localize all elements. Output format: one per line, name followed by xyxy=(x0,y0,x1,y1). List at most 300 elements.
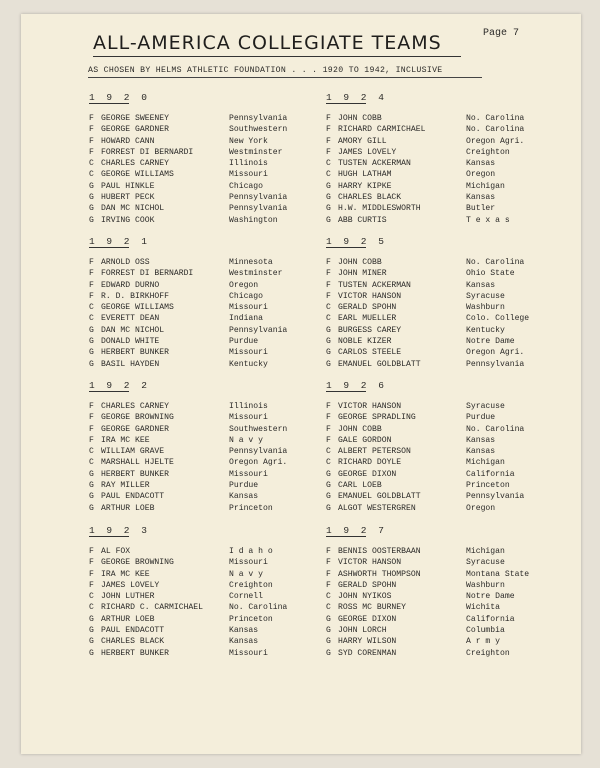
year-section xyxy=(89,235,319,370)
player-school: Purdue xyxy=(466,413,496,423)
player-name: FORREST DI BERNARDI xyxy=(101,147,194,157)
player-name: GEORGE DIXON xyxy=(338,469,397,479)
player-name: R. D. BIRKHOFF xyxy=(101,291,169,301)
player-position: F xyxy=(326,435,331,445)
player-name: PAUL ENDACOTT xyxy=(101,492,165,502)
player-position: G xyxy=(326,614,331,624)
player-position: G xyxy=(326,481,331,491)
player-list xyxy=(89,257,319,370)
player-school: Pennsylvania xyxy=(229,325,288,335)
player-name: BURGESS CAREY xyxy=(338,325,402,335)
player-school: Michigan xyxy=(466,458,505,468)
player-school: Washburn xyxy=(466,580,505,590)
player-name: HARRY WILSON xyxy=(338,637,397,647)
player-row xyxy=(89,336,319,347)
player-name: TUSTEN ACKERMAN xyxy=(338,280,411,290)
player-name: VICTOR HANSON xyxy=(338,558,402,568)
player-name: IRA MC KEE xyxy=(101,569,150,579)
player-position: G xyxy=(89,325,94,335)
player-name: CHARLES CARNEY xyxy=(101,402,169,411)
player-row xyxy=(326,435,556,446)
player-position: G xyxy=(89,492,94,502)
player-position: F xyxy=(89,569,94,579)
player-position: G xyxy=(326,204,331,214)
player-row xyxy=(326,302,556,313)
year-heading xyxy=(326,91,556,105)
player-school: Pennsylvania xyxy=(229,204,288,214)
player-position: G xyxy=(89,215,94,225)
player-school: Kansas xyxy=(466,435,496,445)
player-school: N a v y xyxy=(229,569,263,579)
player-row xyxy=(89,136,319,147)
player-school: Princeton xyxy=(229,503,273,513)
player-name: ARNOLD OSS xyxy=(101,258,150,267)
player-position: G xyxy=(326,503,331,513)
player-name: GEORGE SWEENEY xyxy=(101,114,169,123)
player-name: GALE GORDON xyxy=(338,435,392,445)
player-row xyxy=(326,124,556,135)
player-school: Kentucky xyxy=(466,325,505,335)
player-position: G xyxy=(326,648,331,658)
player-school: Kansas xyxy=(466,159,496,169)
player-name: BASIL HAYDEN xyxy=(101,359,160,369)
player-name: JOHN LORCH xyxy=(338,626,387,636)
player-name: HOWARD CANN xyxy=(101,136,155,146)
year-underline xyxy=(326,103,366,104)
player-row xyxy=(326,401,556,412)
player-name: EVERETT DEAN xyxy=(101,314,160,324)
player-name: PAUL ENDACOTT xyxy=(101,626,165,636)
player-row xyxy=(326,480,556,491)
player-school: Missouri xyxy=(229,648,268,658)
player-position: F xyxy=(326,558,331,568)
player-school: Kansas xyxy=(229,637,259,647)
player-school: Westminster xyxy=(229,147,283,157)
player-position: F xyxy=(326,125,331,135)
year-label: 1 9 2 4 xyxy=(326,92,387,103)
player-row xyxy=(89,113,319,124)
player-name: VICTOR HANSON xyxy=(338,291,402,301)
player-name: WILLIAM GRAVE xyxy=(101,447,165,457)
player-position: C xyxy=(326,159,331,169)
player-position: G xyxy=(326,469,331,479)
player-name: VICTOR HANSON xyxy=(338,402,402,411)
player-school: Minnesota xyxy=(229,258,273,267)
player-position: G xyxy=(89,469,94,479)
player-position: F xyxy=(326,269,331,279)
player-position: G xyxy=(326,215,331,225)
player-row xyxy=(326,325,556,336)
player-name: GEORGE GARDNER xyxy=(101,424,169,434)
player-row xyxy=(89,457,319,468)
player-row xyxy=(89,257,319,268)
player-school: Kansas xyxy=(229,492,259,502)
player-name: H.W. MIDDLESWORTH xyxy=(338,204,421,214)
page-number: Page 7 xyxy=(483,28,520,39)
player-name: GEORGE BROWNING xyxy=(101,558,174,568)
player-school: Kansas xyxy=(466,280,496,290)
player-name: HERBERT BUNKER xyxy=(101,348,169,358)
player-position: C xyxy=(326,170,331,180)
player-row xyxy=(326,412,556,423)
player-row xyxy=(89,412,319,423)
player-position: F xyxy=(326,413,331,423)
subtitle-underline xyxy=(88,77,482,78)
year-section xyxy=(89,379,319,514)
player-name: DAN MC NICHOL xyxy=(101,325,165,335)
player-name: ALGOT WESTERGREN xyxy=(338,503,416,513)
player-row xyxy=(326,580,556,591)
player-name: DAN MC NICHOL xyxy=(101,204,165,214)
year-section xyxy=(326,524,556,659)
player-school: Pennsylvania xyxy=(229,193,288,203)
player-name: GEORGE GARDNER xyxy=(101,125,169,135)
player-row xyxy=(326,569,556,580)
player-row xyxy=(326,158,556,169)
player-school: No. Carolina xyxy=(466,125,525,135)
player-position: G xyxy=(326,637,331,647)
player-school: Cornell xyxy=(229,592,263,602)
player-name: JOHN COBB xyxy=(338,258,382,267)
player-position: G xyxy=(89,481,94,491)
player-row xyxy=(326,625,556,636)
player-school: Purdue xyxy=(229,337,259,347)
player-position: F xyxy=(89,435,94,445)
player-position: F xyxy=(89,558,94,568)
player-row xyxy=(89,169,319,180)
year-underline xyxy=(326,247,366,248)
player-school: Oregon xyxy=(229,280,259,290)
player-school: New York xyxy=(229,136,268,146)
player-position: C xyxy=(89,303,94,313)
player-name: HERBERT BUNKER xyxy=(101,469,169,479)
player-row xyxy=(89,614,319,625)
player-row xyxy=(89,491,319,502)
player-school: Notre Dame xyxy=(466,337,515,347)
player-position: F xyxy=(326,291,331,301)
player-school: Illinois xyxy=(229,402,268,411)
player-school: Creighton xyxy=(466,147,510,157)
year-underline xyxy=(326,536,366,537)
player-position: F xyxy=(326,280,331,290)
player-row xyxy=(326,291,556,302)
player-row xyxy=(89,325,319,336)
player-name: RICHARD CARMICHAEL xyxy=(338,125,426,135)
player-row xyxy=(89,203,319,214)
player-school: Illinois xyxy=(229,159,268,169)
player-row xyxy=(89,147,319,158)
year-underline xyxy=(89,247,129,248)
year-label: 1 9 2 2 xyxy=(89,380,150,391)
year-label: 1 9 2 0 xyxy=(89,92,150,103)
player-position: F xyxy=(89,580,94,590)
player-row xyxy=(326,614,556,625)
player-school: Colo. College xyxy=(466,314,530,324)
player-school: Indiana xyxy=(229,314,263,324)
player-position: G xyxy=(326,325,331,335)
player-school: Notre Dame xyxy=(466,592,515,602)
player-school: Pennsylvania xyxy=(229,114,288,123)
player-position: C xyxy=(326,303,331,313)
player-row xyxy=(89,580,319,591)
player-school: Missouri xyxy=(229,303,268,313)
player-list xyxy=(326,401,556,514)
player-name: HARRY KIPKE xyxy=(338,181,392,191)
player-row xyxy=(326,591,556,602)
player-position: C xyxy=(326,592,331,602)
page-title: ALL-AMERICA COLLEGIATE TEAMS xyxy=(93,32,442,54)
player-position: F xyxy=(326,580,331,590)
player-name: PAUL HINKLE xyxy=(101,181,155,191)
player-row xyxy=(326,557,556,568)
player-school: Washington xyxy=(229,215,278,225)
player-position: G xyxy=(89,204,94,214)
player-row xyxy=(89,313,319,324)
player-school: I d a h o xyxy=(229,547,273,556)
year-section xyxy=(326,379,556,514)
year-underline xyxy=(89,391,129,392)
player-row xyxy=(89,280,319,291)
player-position: F xyxy=(326,547,331,556)
player-school: Wichita xyxy=(466,603,500,613)
year-label: 1 9 2 1 xyxy=(89,236,150,247)
player-position: G xyxy=(89,337,94,347)
player-school: A r m y xyxy=(466,637,500,647)
player-row xyxy=(326,491,556,502)
player-school: Pennsylvania xyxy=(466,492,525,502)
player-name: TUSTEN ACKERMAN xyxy=(338,159,411,169)
player-row xyxy=(89,302,319,313)
player-position: G xyxy=(89,359,94,369)
player-list xyxy=(326,546,556,659)
player-list xyxy=(326,113,556,226)
player-position: C xyxy=(89,314,94,324)
player-position: F xyxy=(89,291,94,301)
player-school: Washburn xyxy=(466,303,505,313)
player-row xyxy=(89,347,319,358)
player-row xyxy=(326,215,556,226)
player-row xyxy=(326,446,556,457)
player-row xyxy=(326,113,556,124)
player-name: IRVING COOK xyxy=(101,215,155,225)
player-school: Princeton xyxy=(466,481,510,491)
year-underline xyxy=(326,391,366,392)
player-name: ASHWORTH THOMPSON xyxy=(338,569,421,579)
year-section xyxy=(326,235,556,370)
player-name: CARL LOEB xyxy=(338,481,382,491)
player-row xyxy=(89,625,319,636)
player-name: HERBERT BUNKER xyxy=(101,648,169,658)
player-row xyxy=(89,124,319,135)
player-row xyxy=(89,435,319,446)
player-position: C xyxy=(89,170,94,180)
player-row xyxy=(89,648,319,659)
player-school: Missouri xyxy=(229,469,268,479)
player-position: F xyxy=(326,147,331,157)
player-name: RAY MILLER xyxy=(101,481,150,491)
player-row xyxy=(89,469,319,480)
player-name: EDWARD DURNO xyxy=(101,280,160,290)
player-row xyxy=(326,136,556,147)
player-row xyxy=(326,503,556,514)
player-name: JAMES LOVELY xyxy=(338,147,397,157)
player-row xyxy=(326,268,556,279)
player-row xyxy=(326,313,556,324)
player-school: California xyxy=(466,614,515,624)
player-name: GEORGE SPRADLING xyxy=(338,413,416,423)
player-school: Southwestern xyxy=(229,424,288,434)
player-school: No. Carolina xyxy=(466,114,525,123)
year-heading xyxy=(326,379,556,393)
player-position: F xyxy=(89,402,94,411)
player-position: F xyxy=(89,413,94,423)
player-name: MARSHALL HJELTE xyxy=(101,458,174,468)
player-school: No. Carolina xyxy=(466,424,525,434)
player-position: C xyxy=(89,447,94,457)
player-row xyxy=(326,602,556,613)
player-list xyxy=(89,113,319,226)
player-name: CARLOS STEELE xyxy=(338,348,402,358)
player-school: Chicago xyxy=(229,181,263,191)
player-school: Missouri xyxy=(229,170,268,180)
year-heading xyxy=(89,524,319,538)
year-underline xyxy=(89,103,129,104)
player-school: Pennsylvania xyxy=(466,359,525,369)
player-position: G xyxy=(326,492,331,502)
year-heading xyxy=(89,235,319,249)
player-name: BENNIS OOSTERBAAN xyxy=(338,547,421,556)
player-row xyxy=(89,181,319,192)
player-row xyxy=(89,569,319,580)
player-school: Butler xyxy=(466,204,496,214)
player-position: G xyxy=(326,193,331,203)
player-position: G xyxy=(89,648,94,658)
player-row xyxy=(89,546,319,557)
player-position: F xyxy=(89,125,94,135)
player-position: F xyxy=(89,280,94,290)
year-label: 1 9 2 5 xyxy=(326,236,387,247)
player-position: G xyxy=(89,181,94,191)
year-heading xyxy=(89,91,319,105)
player-list xyxy=(326,257,556,370)
player-school: Oregon Agri. xyxy=(229,458,288,468)
player-list xyxy=(89,546,319,659)
player-name: EARL MUELLER xyxy=(338,314,397,324)
player-name: ROSS MC BURNEY xyxy=(338,603,406,613)
player-position: F xyxy=(326,402,331,411)
player-name: ARTHUR LOEB xyxy=(101,614,155,624)
player-position: C xyxy=(89,159,94,169)
player-name: EMANUEL GOLDBLATT xyxy=(338,359,421,369)
player-row xyxy=(89,268,319,279)
player-row xyxy=(89,503,319,514)
player-row xyxy=(326,257,556,268)
year-label: 1 9 2 7 xyxy=(326,525,387,536)
year-heading xyxy=(89,379,319,393)
player-position: G xyxy=(326,359,331,369)
player-position: C xyxy=(326,314,331,324)
player-school: Oregon xyxy=(466,503,496,513)
player-school: Oregon Agri. xyxy=(466,136,525,146)
player-school: Missouri xyxy=(229,558,268,568)
player-name: DONALD WHITE xyxy=(101,337,160,347)
player-school: Kansas xyxy=(466,447,496,457)
player-position: F xyxy=(89,547,94,556)
player-school: T e x a s xyxy=(466,215,510,225)
year-section xyxy=(326,91,556,226)
player-school: Princeton xyxy=(229,614,273,624)
player-name: AMORY GILL xyxy=(338,136,387,146)
player-position: G xyxy=(89,193,94,203)
player-school: Syracuse xyxy=(466,558,505,568)
player-position: G xyxy=(89,614,94,624)
player-school: Pennsylvania xyxy=(229,447,288,457)
year-label: 1 9 2 6 xyxy=(326,380,387,391)
player-name: JAMES LOVELY xyxy=(101,580,160,590)
player-row xyxy=(326,424,556,435)
player-position: G xyxy=(89,503,94,513)
player-row xyxy=(89,215,319,226)
player-school: Missouri xyxy=(229,348,268,358)
player-row xyxy=(89,591,319,602)
player-name: JOHN LUTHER xyxy=(101,592,155,602)
player-name: RICHARD DOYLE xyxy=(338,458,402,468)
player-row xyxy=(326,648,556,659)
player-list xyxy=(89,401,319,514)
player-row xyxy=(89,359,319,370)
player-school: Westminster xyxy=(229,269,283,279)
player-row xyxy=(89,291,319,302)
player-position: F xyxy=(89,258,94,267)
player-position: F xyxy=(326,136,331,146)
player-school: Oregon Agri. xyxy=(466,348,525,358)
player-school: Creighton xyxy=(229,580,273,590)
player-name: ALBERT PETERSON xyxy=(338,447,411,457)
year-label: 1 9 2 3 xyxy=(89,525,150,536)
player-position: F xyxy=(326,424,331,434)
player-name: ARTHUR LOEB xyxy=(101,503,155,513)
player-name: FORREST DI BERNARDI xyxy=(101,269,194,279)
player-name: GERALD SPOHN xyxy=(338,580,397,590)
player-row xyxy=(326,169,556,180)
player-row xyxy=(326,203,556,214)
player-name: JOHN NYIKOS xyxy=(338,592,392,602)
player-position: G xyxy=(89,348,94,358)
player-row xyxy=(89,401,319,412)
player-row xyxy=(89,480,319,491)
title-underline xyxy=(93,56,461,57)
player-position: C xyxy=(89,458,94,468)
player-position: F xyxy=(89,136,94,146)
player-name: GEORGE WILLIAMS xyxy=(101,170,174,180)
player-position: G xyxy=(326,337,331,347)
player-school: No. Carolina xyxy=(229,603,288,613)
player-name: GERALD SPOHN xyxy=(338,303,397,313)
player-name: CHARLES CARNEY xyxy=(101,159,169,169)
player-position: C xyxy=(326,447,331,457)
player-row xyxy=(89,446,319,457)
page-subtitle: AS CHOSEN BY HELMS ATHLETIC FOUNDATION . . . 1920 TO 1942, INCLUSIVE xyxy=(88,66,443,75)
player-row xyxy=(89,557,319,568)
player-position: C xyxy=(326,603,331,613)
player-name: CHARLES BLACK xyxy=(101,637,165,647)
player-school: Montana State xyxy=(466,569,530,579)
player-row xyxy=(326,336,556,347)
player-school: Southwestern xyxy=(229,125,288,135)
player-position: G xyxy=(89,637,94,647)
player-school: Michigan xyxy=(466,181,505,191)
player-position: F xyxy=(89,147,94,157)
